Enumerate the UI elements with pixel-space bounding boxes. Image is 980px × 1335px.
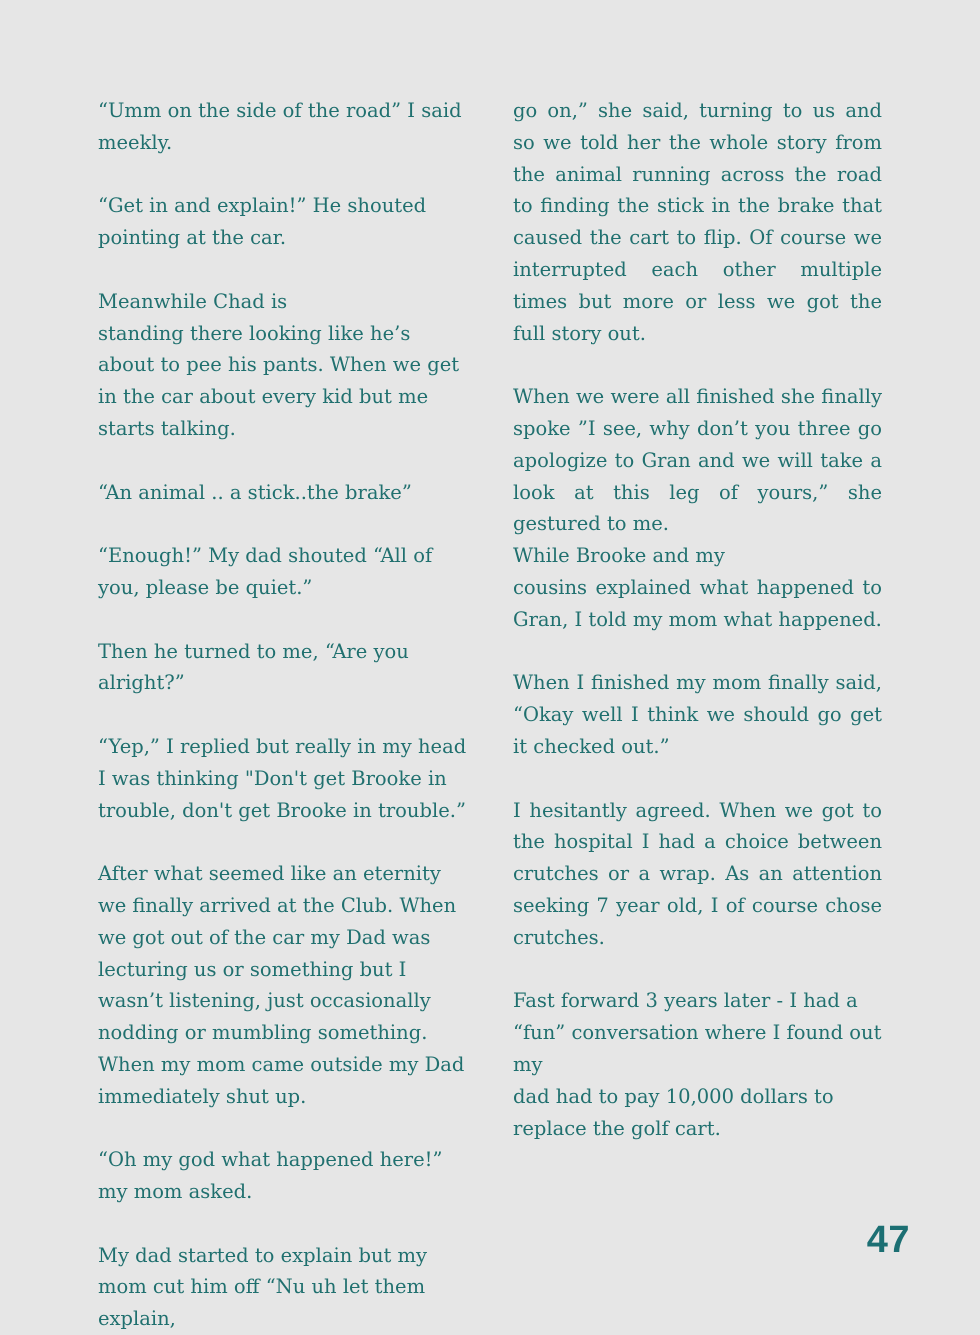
- page-number: 47: [866, 1219, 910, 1261]
- paragraph: After what seemed like an eternity we finally arrived at the Club. When we got out of the car my Dad was lecturing us or something but I wasn’t listening, just occasionally nodding or mumbling something. When my mom came outside my Dad immediately shut up.: [98, 862, 465, 1108]
- paragraph: When we were all finished she finally spoke ”I see, why don’t you three go apologize to Gran and we will take a look at this leg of yours,” she gestured to me.: [513, 385, 882, 536]
- paragraph: Meanwhile Chad is: [98, 289, 288, 313]
- paragraph: cousins explained what happened to Gran, I told my mom what happened.: [513, 575, 882, 631]
- paragraph: go on,” she said, turning to us and so we told her the whole story from the animal running across the road to finding the stick in the brake that caused the cart to flip. Of course we interrupted each other multiple times but more or less we got the full story out.: [513, 99, 882, 345]
- paragraph: “Umm on the side of the road” I said meekly.: [98, 99, 462, 154]
- paragraph: “Yep,” I replied but really in my head I was thinking "Don't get Brooke in trouble, don't get Brooke in trouble.”: [98, 734, 467, 822]
- paragraph: standing there looking like he’s about to pee his pants. When we get in the car about every kid but me starts talking.: [98, 321, 460, 440]
- paragraph: When I finished my mom finally said, “Okay well I think we should go get it checked out.”: [513, 671, 882, 758]
- paragraph: My dad started to explain but my mom cut him off “Nu uh let them explain,: [98, 1243, 428, 1331]
- paragraph: I hesitantly agreed. When we got to the hospital I had a choice between crutches or a wrap. As an attention seeking 7 year old, I of course chose crutches.: [513, 798, 882, 949]
- left-text-column: [98, 95, 470, 1335]
- paragraph: dad had to pay 10,000 dollars to replace the golf cart.: [513, 1084, 834, 1140]
- paragraph: “Oh my god what happened here!” my mom asked.: [98, 1148, 443, 1204]
- paragraph: “Get in and explain!” He shouted pointing at the car.: [98, 194, 427, 250]
- paragraph: “An animal .. a stick..the brake”: [98, 480, 412, 504]
- paragraph: Then he turned to me, “Are you alright?”: [98, 639, 409, 695]
- right-text-column: [513, 95, 882, 1144]
- paragraph: While Brooke and my: [513, 544, 725, 568]
- paragraph: Fast forward 3 years later - I had a “fun” conversation where I found out my: [513, 989, 882, 1076]
- paragraph: “Enough!” My dad shouted “All of you, please be quiet.”: [98, 544, 433, 599]
